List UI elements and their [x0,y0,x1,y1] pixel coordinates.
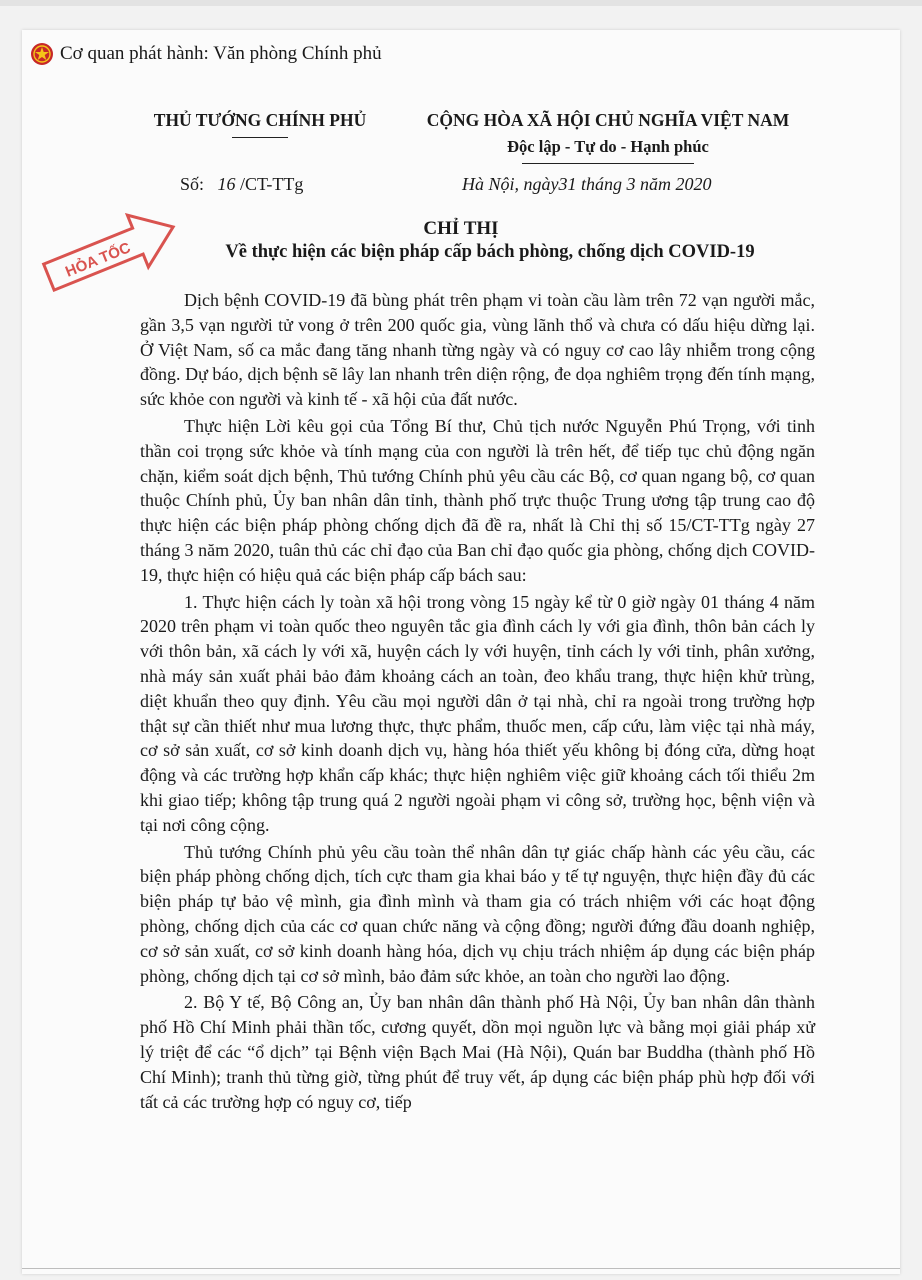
page-bottom-edge [22,1268,900,1269]
document-number-code: /CT-TTg [240,174,304,194]
document-number-label: Số: [180,174,205,194]
top-edge [0,0,922,6]
country-name: CỘNG HÒA XÃ HỘI CHỦ NGHĨA VIỆT NAM [426,110,790,130]
authority-underline [232,137,288,138]
body-paragraph: Thực hiện Lời kêu gọi của Tổng Bí thư, Chủ tịch nước Nguyễn Phú Trọng, với tinh thần coi trọng sức khỏe và tính mạng của con người là trên hết, để tiếp tục chủ động ngăn chặn, kiểm soát dịch bệnh, Thủ tướng Chính phủ yêu cầu các Bộ, cơ quan ngang bộ, cơ quan thuộc Chính phủ, Ủy ban nhân dân tỉnh, thành phố trực thuộc Trung ương tập trung cao độ thực hiện các biện pháp phòng chống dịch đã đề ra, nhất là Chỉ thị số 15/CT-TTg ngày 27 tháng 3 năm 2020, tuân thủ các chỉ đạo của Ban chỉ đạo quốc gia phòng, chống dịch COVID-19, thực hiện có hiệu quả các biện pháp cấp bách sau: [140,415,815,585]
issuer-line [30,42,382,66]
urgent-stamp-text: HỎA TỐC [63,239,134,281]
issuer-text: Cơ quan phát hành: Văn phòng Chính phủ [60,43,382,64]
issuing-authority [140,110,380,138]
document-number-value: 16 [217,174,236,194]
document-number [180,174,303,195]
body-paragraph: 2. Bộ Y tế, Bộ Công an, Ủy ban nhân dân thành phố Hà Nội, Ủy ban nhân dân thành phố Hồ Chí Minh phải thần tốc, cương quyết, dồn mọi nguồn lực và bằng mọi giải pháp xử lý triệt để các “ổ dịch” tại Bệnh viện Bạch Mai (Hà Nội), Quán bar Buddha (thành phố Hồ Chí Minh); tranh thủ từng giờ, từng phút để truy vết, áp dụng các biện pháp phù hợp đối với tất cả các trường hợp có nguy cơ, tiếp [140,992,815,1112]
document-type-title: CHỈ THỊ [423,218,499,239]
document-subject: Về thực hiện các biện pháp cấp bách phòng, chống dịch COVID-19 [225,242,755,262]
national-header [402,110,814,164]
national-motto: Độc lập - Tự do - Hạnh phúc [507,137,709,156]
body-paragraph: 1. Thực hiện cách ly toàn xã hội trong vòng 15 ngày kể từ 0 giờ ngày 01 tháng 4 năm 2020 trên phạm vi toàn quốc theo nguyên tắc gia đình cách ly với gia đình, thôn bản cách ly với thôn bản, xã cách ly với xã, huyện cách ly với huyện, tỉnh cách ly với tỉnh, phân xưởng, nhà máy sản xuất phải bảo đảm khoảng cách an toàn, đeo khẩu trang, thực hiện khử trùng, diệt khuẩn theo quy định. Yêu cầu mọi người dân ở tại nhà, chỉ ra ngoài trong trường hợp thật sự cần thiết như mua lương thực, thực phẩm, thuốc men, cấp cứu, làm việc tại nhà máy, cơ sở sản xuất, cơ sở kinh doanh dịch vụ, hàng hóa thiết yếu không bị đóng cửa, dừng hoạt động và các trường hợp khẩn cấp khác; thực hiện nghiêm việc giữ khoảng cách tối thiểu 2m khi giao tiếp; không tập trung quá 2 người ngoài phạm vi công sở, trường học, bệnh viện và tại nơi công cộng. [140,591,815,835]
issuing-authority-name: THỦ TƯỚNG CHÍNH PHỦ [153,110,367,130]
body-paragraph: Dịch bệnh COVID-19 đã bùng phát trên phạm vi toàn cầu làm trên 72 vạn người mắc, gần 3,5 vạn người tử vong ở trên 200 quốc gia, vùng lãnh thổ và chưa có dấu hiệu dừng lại. Ở Việt Nam, số ca mắc đang tăng nhanh từng ngày và có nguy cơ cao lây nhiễm trong cộng đồng. Dự báo, dịch bệnh sẽ lây lan nhanh trên diện rộng, đe dọa nghiêm trọng đến tính mạng, sức khỏe con người và kinh tế - xã hội của đất nước. [140,290,815,410]
body-paragraph: Thủ tướng Chính phủ yêu cầu toàn thể nhân dân tự giác chấp hành các yêu cầu, các biện pháp phòng chống dịch, tích cực tham gia khai báo y tế tự nguyện, thực hiện đầy đủ các biện pháp tự bảo vệ mình, gia đình mình và tham gia có trách nhiệm với các hoạt động phòng, chống dịch của các cơ quan chức năng và cộng đồng; người đứng đầu doanh nghiệp, cơ sở sản xuất, cơ sở kinh doanh hàng hóa, dịch vụ chịu trách nhiệm áp dụng các biện pháp phòng, chống dịch tại cơ sở mình, bảo đảm sức khỏe, an toàn cho người lao động. [140,841,815,986]
document-body [140,288,815,1114]
motto-underline [522,163,694,164]
national-emblem-icon [30,42,54,66]
document-date: Hà Nội, ngày31 tháng 3 năm 2020 [462,174,712,194]
